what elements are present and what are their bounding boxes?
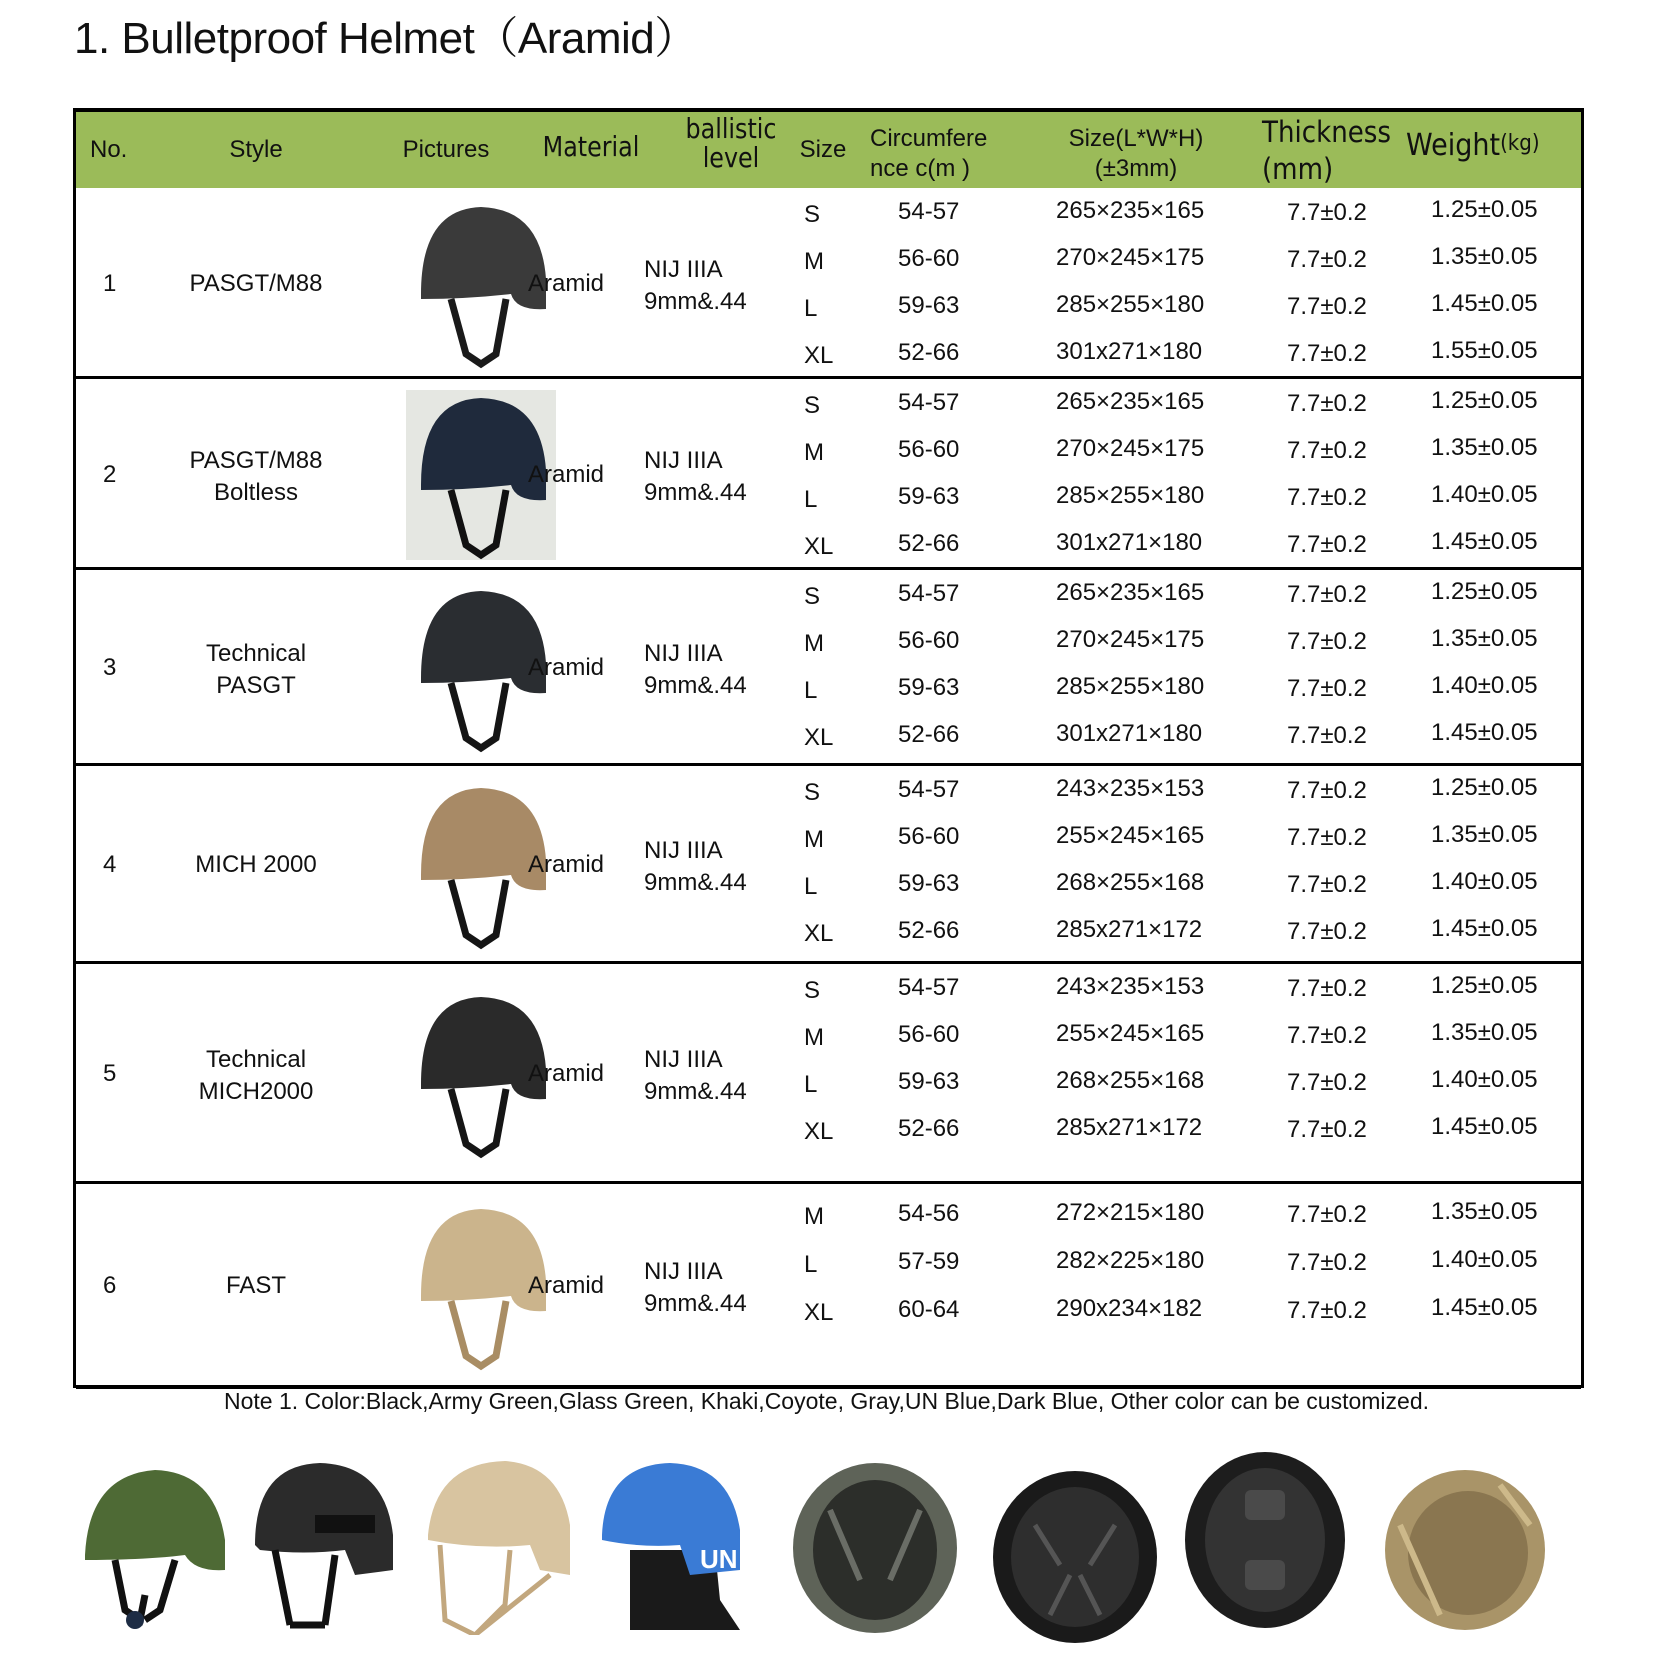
- level-line1: NIJ IIIA: [644, 1046, 723, 1073]
- level-line2: 9mm&.44: [644, 869, 747, 896]
- row-number: 3: [103, 654, 117, 681]
- weight-value: 1.25±0.05: [1431, 387, 1538, 414]
- header-dimensions: [1036, 124, 1236, 184]
- size-label: XL: [804, 724, 834, 751]
- row-ballistic-level: [644, 835, 747, 899]
- black-tactical-helmet-icon: [245, 1455, 405, 1635]
- size-label: XL: [804, 342, 834, 369]
- size-label: S: [804, 392, 821, 419]
- thickness-value: 7.7±0.2: [1287, 531, 1367, 558]
- row-style: FAST: [225, 1272, 286, 1299]
- level-line2: 9mm&.44: [644, 672, 747, 699]
- header-dims-line1: Size(L*W*H): [1068, 125, 1204, 152]
- level-line2: 9mm&.44: [644, 287, 747, 315]
- header-thick-line1: Thickness: [1262, 115, 1392, 149]
- circumference-value: 56-60: [898, 823, 960, 850]
- title-suffix: （Aramid）: [474, 14, 698, 63]
- table-row: [76, 766, 1581, 964]
- header-circumference: [870, 124, 987, 184]
- dimensions-value: 270×245×175: [1056, 435, 1205, 462]
- row-material: Aramid: [528, 1272, 605, 1299]
- size-label: L: [804, 486, 818, 513]
- circumference-value: 56-60: [898, 245, 960, 272]
- dimensions-value: 290x234×182: [1056, 1295, 1203, 1322]
- circumference-value: 54-57: [898, 776, 960, 803]
- dimensions-value: 243×235×153: [1056, 973, 1205, 1000]
- level-line2: 9mm&.44: [644, 478, 747, 506]
- row-material: Aramid: [528, 460, 605, 488]
- color-note: Note 1. Color:Black,Army Green,Glass Green, Khaki,Coyote, Gray,UN Blue,Dark Blue, Other color can be customized.: [224, 1388, 1429, 1414]
- thickness-value: 7.7±0.2: [1287, 975, 1367, 1002]
- row-material: Aramid: [528, 851, 605, 878]
- circumference-value: 56-60: [898, 627, 960, 654]
- weight-value: 1.45±0.05: [1431, 1294, 1538, 1321]
- thickness-value: 7.7±0.2: [1287, 1022, 1367, 1049]
- header-thick-line2: (mm): [1262, 152, 1334, 186]
- header-no: No.: [90, 136, 128, 163]
- row-style: MICH 2000: [195, 851, 317, 878]
- row-ballistic-level: [644, 1256, 747, 1320]
- dimensions-value: 285×255×180: [1056, 291, 1205, 318]
- header-style: Style: [229, 136, 283, 163]
- dimensions-value: 265×235×165: [1056, 388, 1205, 415]
- thickness-value: 7.7±0.2: [1287, 824, 1367, 851]
- thickness-value: 7.7±0.2: [1287, 1116, 1367, 1143]
- circumference-value: 56-60: [898, 1021, 960, 1048]
- size-label: M: [804, 1203, 824, 1230]
- table-row: [76, 964, 1581, 1184]
- weight-value: 1.25±0.05: [1431, 196, 1538, 223]
- weight-value: 1.45±0.05: [1431, 719, 1538, 746]
- row-material: Aramid: [528, 654, 605, 681]
- helmet-gallery: [0, 1440, 1653, 1660]
- weight-value: 1.35±0.05: [1431, 625, 1538, 652]
- size-label: L: [804, 295, 818, 322]
- weight-value: 1.40±0.05: [1431, 1246, 1538, 1273]
- row-number: 1: [103, 269, 117, 297]
- thickness-value: 7.7±0.2: [1287, 871, 1367, 898]
- style-line2: PASGT: [216, 672, 296, 699]
- thickness-value: 7.7±0.2: [1287, 293, 1367, 320]
- size-label: S: [804, 977, 821, 1004]
- circumference-value: 54-57: [898, 974, 960, 1001]
- row-style: [161, 445, 351, 509]
- dimensions-value: 301x271×180: [1056, 720, 1203, 747]
- level-line1: NIJ IIIA: [644, 837, 723, 864]
- table-row: [76, 570, 1581, 766]
- size-label: S: [804, 583, 821, 610]
- dimensions-value: 285x271×172: [1056, 916, 1203, 943]
- row-number: 5: [103, 1060, 117, 1087]
- circumference-value: 59-63: [898, 674, 960, 701]
- style-line1: PASGT/M88: [189, 446, 323, 474]
- table-header: [76, 112, 1581, 188]
- weight-value: 1.40±0.05: [1431, 672, 1538, 699]
- circumference-value: 59-63: [898, 1068, 960, 1095]
- dimensions-value: 268×255×168: [1056, 869, 1205, 896]
- row-material: Aramid: [528, 269, 605, 297]
- row-ballistic-level: [644, 254, 747, 318]
- weight-value: 1.35±0.05: [1431, 434, 1538, 461]
- dimensions-value: 265×235×165: [1056, 579, 1205, 606]
- thickness-value: 7.7±0.2: [1287, 722, 1367, 749]
- circumference-value: 52-66: [898, 530, 960, 557]
- row-number: 4: [103, 851, 117, 878]
- thickness-value: 7.7±0.2: [1287, 628, 1367, 655]
- coyote-interior-icon: [1380, 1465, 1550, 1635]
- weight-value: 1.40±0.05: [1431, 481, 1538, 508]
- dimensions-value: 301x271×180: [1056, 529, 1203, 556]
- thickness-value: 7.7±0.2: [1287, 484, 1367, 511]
- size-label: L: [804, 1251, 818, 1278]
- header-circ-line1: Circumfere: [870, 125, 988, 152]
- title-main: 1. Bulletproof Helmet: [74, 14, 475, 63]
- size-label: L: [804, 1071, 818, 1098]
- weight-value: 1.25±0.05: [1431, 774, 1538, 801]
- header-thickness: [1262, 114, 1391, 188]
- weight-value: 1.25±0.05: [1431, 578, 1538, 605]
- circumference-value: 56-60: [898, 436, 960, 463]
- level-line2: 9mm&.44: [644, 1290, 747, 1317]
- weight-value: 1.55±0.05: [1431, 337, 1538, 364]
- level-line2: 9mm&.44: [644, 1078, 747, 1105]
- thickness-value: 7.7±0.2: [1287, 918, 1367, 945]
- dimensions-value: 285×255×180: [1056, 673, 1205, 700]
- weight-value: 1.45±0.05: [1431, 528, 1538, 555]
- row-number: 6: [103, 1272, 117, 1299]
- size-label: S: [804, 201, 821, 228]
- row-ballistic-level: [644, 445, 747, 509]
- circumference-value: 54-57: [898, 389, 960, 416]
- weight-value: 1.25±0.05: [1431, 972, 1538, 999]
- size-label: M: [804, 826, 824, 853]
- circumference-value: 52-66: [898, 339, 960, 366]
- row-number: 2: [103, 460, 117, 488]
- level-line1: NIJ IIIA: [644, 640, 723, 667]
- header-material: Material: [542, 130, 640, 163]
- circumference-value: 60-64: [898, 1296, 960, 1323]
- thickness-value: 7.7±0.2: [1287, 1069, 1367, 1096]
- un-blue-helmet-icon: [600, 1460, 750, 1640]
- circumference-value: 57-59: [898, 1248, 960, 1275]
- style-line2: Boltless: [213, 478, 299, 506]
- army-green-helmet-icon: [75, 1460, 235, 1630]
- weight-value: 1.45±0.05: [1431, 915, 1538, 942]
- dimensions-value: 265×235×165: [1056, 197, 1205, 224]
- level-line1: NIJ IIIA: [644, 255, 723, 283]
- header-weight-unit: (kg): [1500, 131, 1540, 156]
- dimensions-value: 255×245×165: [1056, 822, 1205, 849]
- header-weight: [1406, 130, 1540, 162]
- circumference-value: 59-63: [898, 292, 960, 319]
- style-line1: Technical: [205, 1046, 307, 1073]
- style-line2: MICH2000: [198, 1078, 314, 1105]
- thickness-value: 7.7±0.2: [1287, 340, 1367, 367]
- un-label: UN: [700, 1544, 738, 1574]
- circumference-value: 54-57: [898, 580, 960, 607]
- size-label: XL: [804, 533, 834, 560]
- dimensions-value: 270×245×175: [1056, 626, 1205, 653]
- dimensions-value: 243×235×153: [1056, 775, 1205, 802]
- level-line1: NIJ IIIA: [644, 446, 723, 474]
- circumference-value: 52-66: [898, 1115, 960, 1142]
- circumference-value: 52-66: [898, 917, 960, 944]
- size-label: XL: [804, 1299, 834, 1326]
- row-style: [161, 638, 351, 702]
- black-fast-interior-icon: [1180, 1450, 1350, 1640]
- header-circ-line2: nce c(m ): [870, 155, 971, 182]
- size-label: XL: [804, 1118, 834, 1145]
- header-ballistic-line1: ballistic: [685, 112, 777, 145]
- row-style: [161, 1044, 351, 1108]
- gray-interior-icon: [790, 1460, 960, 1635]
- weight-value: 1.35±0.05: [1431, 243, 1538, 270]
- weight-value: 1.45±0.05: [1431, 1113, 1538, 1140]
- thickness-value: 7.7±0.2: [1287, 675, 1367, 702]
- header-weight-label: Weight: [1406, 128, 1501, 163]
- thickness-value: 7.7±0.2: [1287, 1201, 1367, 1228]
- circumference-value: 59-63: [898, 870, 960, 897]
- style-line1: Technical: [205, 640, 307, 667]
- header-dims-line2: (±3mm): [1094, 155, 1178, 182]
- weight-value: 1.40±0.05: [1431, 1066, 1538, 1093]
- thickness-value: 7.7±0.2: [1287, 390, 1367, 417]
- circumference-value: 54-56: [898, 1200, 960, 1227]
- level-line1: NIJ IIIA: [644, 1258, 723, 1285]
- header-pictures: Pictures: [402, 136, 490, 163]
- thickness-value: 7.7±0.2: [1287, 1297, 1367, 1324]
- header-ballistic-line2: level: [702, 141, 760, 175]
- size-label: M: [804, 630, 824, 657]
- dimensions-value: 255×245×165: [1056, 1020, 1205, 1047]
- row-style: PASGT/M88: [189, 269, 323, 297]
- row-material: Aramid: [528, 1060, 605, 1087]
- row-ballistic-level: [644, 638, 747, 702]
- circumference-value: 59-63: [898, 483, 960, 510]
- weight-value: 1.35±0.05: [1431, 1198, 1538, 1225]
- thickness-value: 7.7±0.2: [1287, 437, 1367, 464]
- size-label: M: [804, 248, 824, 275]
- table-row: [76, 188, 1581, 379]
- size-label: S: [804, 779, 821, 806]
- spec-table: [73, 108, 1584, 1388]
- circumference-value: 52-66: [898, 721, 960, 748]
- size-label: XL: [804, 920, 834, 947]
- dimensions-value: 272×215×180: [1056, 1199, 1205, 1226]
- dimensions-value: 285x271×172: [1056, 1114, 1203, 1141]
- thickness-value: 7.7±0.2: [1287, 777, 1367, 804]
- dimensions-value: 268×255×168: [1056, 1067, 1205, 1094]
- row-ballistic-level: [644, 1044, 747, 1108]
- size-label: M: [804, 1024, 824, 1051]
- thickness-value: 7.7±0.2: [1287, 581, 1367, 608]
- weight-value: 1.40±0.05: [1431, 868, 1538, 895]
- page-title: [74, 2, 698, 66]
- size-label: L: [804, 873, 818, 900]
- khaki-fast-helmet-icon: [420, 1455, 580, 1635]
- dimensions-value: 282×225×180: [1056, 1247, 1205, 1274]
- weight-value: 1.35±0.05: [1431, 1019, 1538, 1046]
- dimensions-value: 270×245×175: [1056, 244, 1205, 271]
- table-row: [76, 379, 1581, 570]
- size-label: M: [804, 439, 824, 466]
- thickness-value: 7.7±0.2: [1287, 1249, 1367, 1276]
- weight-value: 1.35±0.05: [1431, 821, 1538, 848]
- weight-value: 1.45±0.05: [1431, 290, 1538, 317]
- dimensions-value: 301x271×180: [1056, 338, 1203, 365]
- header-size: Size: [799, 136, 847, 163]
- size-label: L: [804, 677, 818, 704]
- black-interior-icon: [990, 1465, 1160, 1645]
- circumference-value: 54-57: [898, 198, 960, 225]
- thickness-value: 7.7±0.2: [1287, 199, 1367, 226]
- table-row: [76, 1184, 1581, 1389]
- dimensions-value: 285×255×180: [1056, 482, 1205, 509]
- thickness-value: 7.7±0.2: [1287, 246, 1367, 273]
